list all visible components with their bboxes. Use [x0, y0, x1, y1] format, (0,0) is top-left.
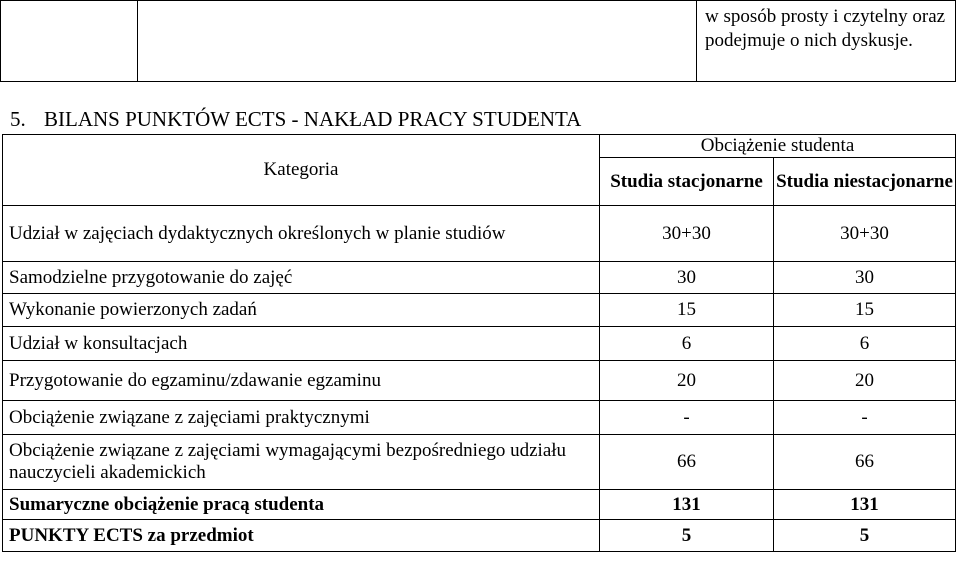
load-header: Obciążenie studenta: [600, 135, 956, 158]
header-row-1: [3, 135, 956, 158]
row-value-stacjonarne: 15: [600, 294, 774, 327]
previous-section-table: [0, 0, 956, 82]
ects-balance-table: [2, 134, 956, 552]
row-value-niestacjonarne: 6: [774, 327, 956, 361]
row-value-niestacjonarne: 5: [774, 520, 956, 552]
section-number: 5.: [10, 107, 26, 131]
row-value-stacjonarne: 30+30: [600, 206, 774, 262]
row-label: Przygotowanie do egzaminu/zdawanie egzaminu: [3, 361, 600, 401]
row-label: Wykonanie powierzonych zadań: [3, 294, 600, 327]
previous-cell-note: w sposób prosty i czytelny oraz podejmuje o nich dyskusje.: [697, 1, 956, 82]
table-row: [3, 294, 956, 327]
row-value-stacjonarne: 6: [600, 327, 774, 361]
row-label: Obciążenie związane z zajęciami wymagającymi bezpośredniego udziału nauczycieli akademickich: [3, 435, 600, 490]
table-row: [3, 262, 956, 294]
previous-cell-2: [138, 1, 697, 82]
category-header: Kategoria: [3, 135, 600, 206]
row-value-niestacjonarne: 30: [774, 262, 956, 294]
row-value-stacjonarne: 30: [600, 262, 774, 294]
table-row: [3, 401, 956, 435]
table-row: [3, 327, 956, 361]
row-value-stacjonarne: 131: [600, 490, 774, 520]
row-label: Obciążenie związane z zajęciami praktycznymi: [3, 401, 600, 435]
previous-cell-1: [1, 1, 138, 82]
col-header-stacjonarne: Studia stacjonarne: [600, 158, 774, 206]
row-label: Udział w konsultacjach: [3, 327, 600, 361]
row-value-niestacjonarne: 20: [774, 361, 956, 401]
section-heading: [10, 106, 581, 132]
row-label: Samodzielne przygotowanie do zajęć: [3, 262, 600, 294]
row-value-niestacjonarne: 30+30: [774, 206, 956, 262]
row-label: Sumaryczne obciążenie pracą studenta: [3, 490, 600, 520]
row-value-niestacjonarne: 131: [774, 490, 956, 520]
section-title: BILANS PUNKTÓW ECTS - NAKŁAD PRACY STUDENTA: [44, 107, 582, 131]
ects-points-row: [3, 520, 956, 552]
row-value-niestacjonarne: -: [774, 401, 956, 435]
row-value-stacjonarne: 5: [600, 520, 774, 552]
row-value-niestacjonarne: 66: [774, 435, 956, 490]
row-value-niestacjonarne: 15: [774, 294, 956, 327]
table-row: [3, 206, 956, 262]
row-label: PUNKTY ECTS za przedmiot: [3, 520, 600, 552]
table-row: [3, 435, 956, 490]
row-value-stacjonarne: 66: [600, 435, 774, 490]
row-label: Udział w zajęciach dydaktycznych określonych w planie studiów: [3, 206, 600, 262]
col-header-niestacjonarne: Studia niestacjonarne: [774, 158, 956, 206]
row-value-stacjonarne: -: [600, 401, 774, 435]
row-value-stacjonarne: 20: [600, 361, 774, 401]
total-row: [3, 490, 956, 520]
table-row: [3, 361, 956, 401]
